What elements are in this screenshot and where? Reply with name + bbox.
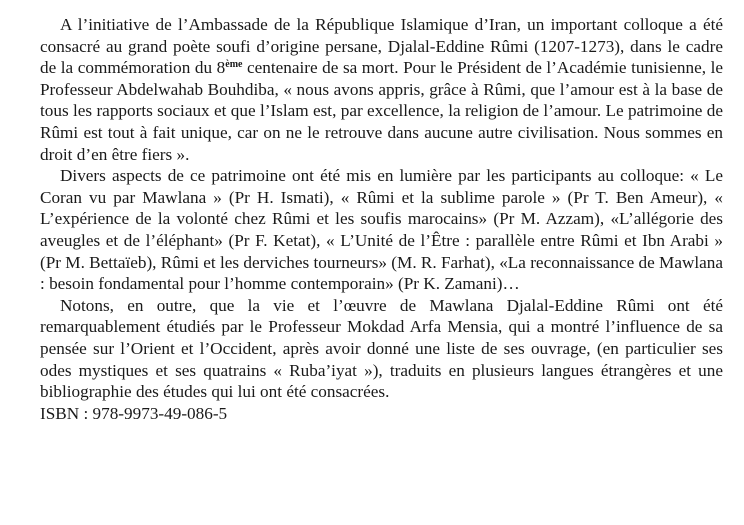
paragraph-mensia-study: Notons, en outre, que la vie et l’œuvre de Mawlana Djalal-Eddine Rûmi ont été remarquablement étudiés par le Professeur Mokdad Arfa Mensia, qui a montré l’influence de sa pensée sur l’Orient et l’Occident, après avoir donné une liste de ses ouvrage, (en particulier ses odes mystiques et ses quatrains « Ruba’iyat »), traduits en plusieurs langues étrangères et une bibliographie des études qui lui ont été consacrées. [40,295,723,402]
paragraph-text: A l’initiative de l’Ambassade de la République Islamique d’Iran, un important colloque a été consacré au grand poète soufi d’origine persane, Djalal-Eddine Rûmi (1207-1273), dans le cadre de la commémoration du 8 [40,15,723,78]
paragraph-colloque-intro [40,14,723,165]
isbn-line: ISBN : 978-9973-49-086-5 [40,403,228,423]
paragraph-participants: Divers aspects de ce patrimoine ont été mis en lumière par les participants au colloque: « Le Coran vu par Mawlana » (Pr H. Ismati), « Rûmi et la sublime parole » (Pr T. Ben Ameur), « L’expérience de la volonté chez Rûmi et les soufis marocains» (Pr M. Azzam), «L’allégorie des aveugles et de l’éléphant» (Pr F. Ketat), « L’Unité de l’Être : parallèle entre Rûmi et Ibn Arabi » (Pr M. Bettaïeb), Rûmi et les derviches tourneurs» (M. R. Farhat), «La reconnaissance de Mawlana : besoin fondamental pour l’homme contemporain» (Pr K. Zamani)… [40,166,724,294]
superscript-ordinal: ème [225,59,243,71]
document-page [40,14,723,424]
paragraph-text: centenaire de sa mort. Pour le Président de l’Académie tunisienne, le Professeur Abdelwahab Bouhdiba, « nous avons appris, grâce à Rûmi, que l’amour est à la base de tous les rapports sociaux et que l’Islam est, par excellence, la religion de l’amour. Le patrimoine de Rûmi est tout à fait unique, car on ne le retrouve dans aucune autre civilisation. Nous sommes en droit d’en être fiers ». [40,58,723,164]
